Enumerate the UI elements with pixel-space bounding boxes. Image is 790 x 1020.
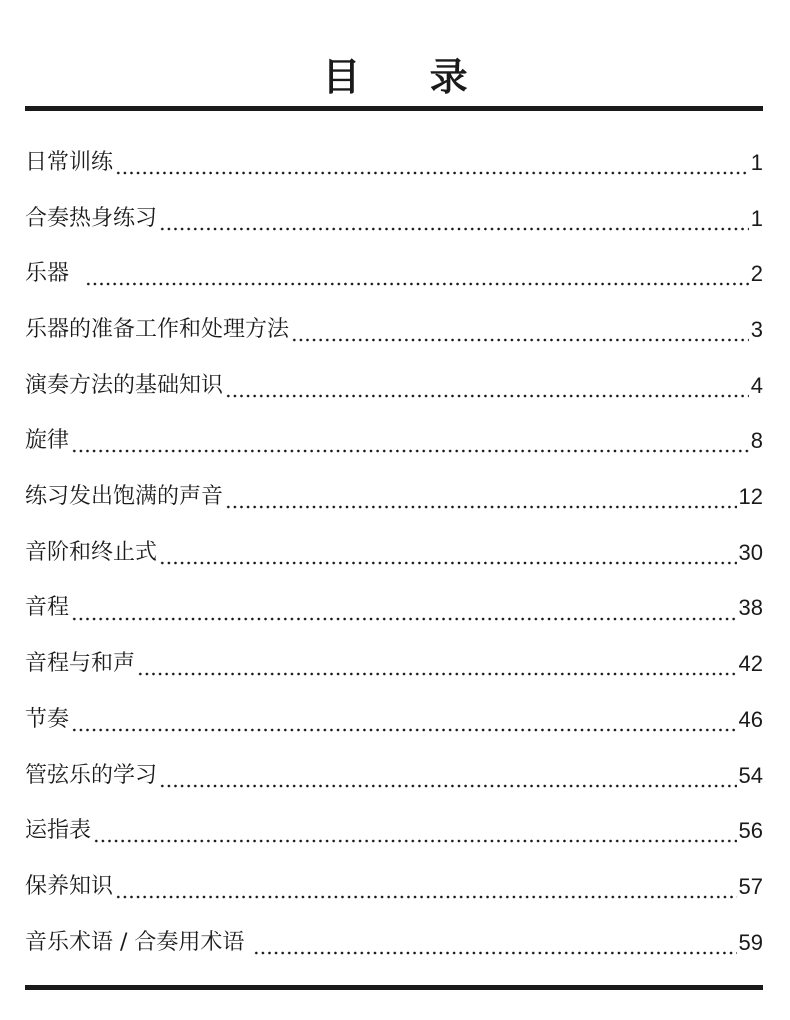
dot-leader — [115, 859, 737, 915]
toc-entry[interactable] — [25, 692, 763, 748]
toc-entry-page: 2 — [750, 261, 763, 287]
toc-entry[interactable] — [25, 302, 763, 358]
dot-leader — [115, 135, 749, 191]
toc-entry-page: 42 — [738, 651, 763, 677]
toc-entry-page: 1 — [750, 205, 763, 231]
toc-entry-title: 日常训练 — [25, 149, 114, 175]
toc-entry-title: 音阶和终止式 — [25, 539, 158, 565]
dot-leader — [159, 525, 737, 581]
toc-entry-page: 59 — [738, 929, 763, 955]
toc-entry-title: 旋律 — [25, 428, 70, 454]
dot-leader — [137, 636, 737, 692]
toc-entry-page: 8 — [750, 428, 763, 454]
toc-entry-title: 音程 — [25, 595, 70, 621]
toc-entry-page: 38 — [738, 595, 763, 621]
toc-entry-page: 30 — [738, 539, 763, 565]
table-of-contents — [25, 135, 763, 970]
toc-entry[interactable] — [25, 358, 763, 414]
toc-entry-title: 演奏方法的基础知识 — [25, 372, 224, 398]
toc-entry[interactable] — [25, 748, 763, 804]
toc-entry-page: 12 — [738, 484, 763, 510]
toc-entry-page: 1 — [750, 149, 763, 175]
toc-entry-title: 合奏热身练习 — [25, 205, 158, 231]
toc-entry[interactable] — [25, 246, 763, 302]
dot-leader — [253, 915, 736, 971]
toc-entry-title: 运指表 — [25, 818, 92, 844]
toc-entry-title: 乐器的准备工作和处理方法 — [25, 317, 290, 343]
toc-entry-title: 保养知识 — [25, 873, 114, 899]
dot-leader — [71, 692, 737, 748]
toc-entry-title: 练习发出饱满的声音 — [25, 484, 224, 510]
toc-entry-page: 57 — [738, 873, 763, 899]
toc-entry[interactable] — [25, 803, 763, 859]
dot-leader — [159, 191, 749, 247]
toc-entry[interactable] — [25, 469, 763, 525]
toc-entry-title: 管弦乐的学习 — [25, 762, 158, 788]
toc-entry-page: 54 — [738, 762, 763, 788]
page-title: 目 录 — [322, 55, 496, 100]
dot-leader — [71, 581, 737, 637]
toc-entry-page: 4 — [750, 372, 763, 398]
bottom-divider — [25, 985, 763, 990]
toc-entry-page: 46 — [738, 706, 763, 732]
toc-entry[interactable] — [25, 581, 763, 637]
dot-leader — [291, 302, 749, 358]
toc-entry[interactable] — [25, 859, 763, 915]
dot-leader — [225, 469, 737, 525]
toc-entry[interactable] — [25, 191, 763, 247]
toc-entry[interactable] — [25, 915, 763, 971]
toc-entry[interactable] — [25, 135, 763, 191]
dot-leader — [225, 358, 749, 414]
toc-entry[interactable] — [25, 525, 763, 581]
dot-leader — [85, 246, 749, 302]
dot-leader — [159, 748, 737, 804]
toc-entry-title: 乐器 — [25, 261, 83, 287]
toc-entry-page: 3 — [750, 317, 763, 343]
toc-entry-title: 音程与和声 — [25, 651, 136, 677]
top-divider — [25, 106, 763, 111]
toc-entry-page: 56 — [738, 818, 763, 844]
dot-leader — [71, 413, 749, 469]
toc-entry-title: 节奏 — [25, 706, 70, 732]
dot-leader — [93, 803, 737, 859]
toc-entry[interactable] — [25, 413, 763, 469]
toc-entry-title: 音乐术语 / 合奏用术语 — [25, 929, 252, 955]
toc-entry[interactable] — [25, 636, 763, 692]
